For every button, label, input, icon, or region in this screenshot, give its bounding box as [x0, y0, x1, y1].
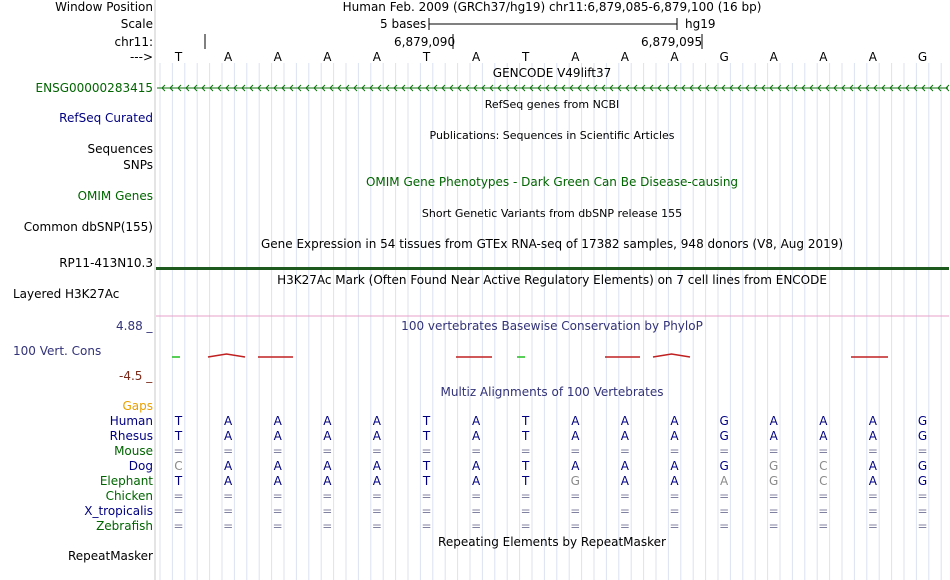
h3k27ac-title[interactable]: H3K27Ac Mark (Often Found Near Active Regulatory Elements) on 7 cell lines from ENCODE	[277, 273, 827, 287]
alignment-base: T	[422, 474, 431, 488]
publications-label-1[interactable]: Sequences	[87, 142, 153, 156]
phylop-mark	[208, 354, 245, 357]
alignment-base: T	[522, 474, 530, 488]
alignment-base: G	[719, 429, 729, 443]
alignment-base: A	[372, 429, 381, 443]
sequence-base: T	[522, 50, 530, 64]
alignment-base: =	[818, 519, 829, 533]
alignment-base: A	[571, 429, 580, 443]
alignment-base: =	[421, 504, 432, 518]
sequence-base: A	[620, 50, 629, 64]
alignment-base: T	[174, 474, 183, 488]
alignment-base: =	[570, 519, 581, 533]
phylop-max-label: 4.88 _	[116, 319, 153, 333]
alignment-base: =	[471, 519, 482, 533]
alignment-base: A	[273, 474, 282, 488]
alignment-base: T	[522, 414, 530, 428]
alignment-base: A	[223, 429, 233, 443]
alignment-base: =	[719, 444, 730, 458]
gencode-gene-label[interactable]: ENSG00000283415	[35, 81, 153, 95]
alignment-base: =	[173, 444, 184, 458]
alignment-base: =	[371, 489, 382, 503]
alignment-base: A	[868, 414, 877, 428]
species-label[interactable]: X_tropicalis	[84, 504, 153, 518]
alignment-base: =	[570, 489, 581, 503]
gaps-label[interactable]: Gaps	[122, 399, 153, 413]
alignment-base: C	[819, 474, 828, 488]
window-position-value: Human Feb. 2009 (GRCh37/hg19) chr11:6,879,085-6,879,100 (16 bp)	[342, 0, 762, 14]
gtex-title[interactable]: Gene Expression in 54 tissues from GTEx RNA-seq of 17382 samples, 948 donors (V8, Aug 2019)	[260, 237, 844, 251]
alignment-base: =	[520, 504, 531, 518]
alignment-base: A	[620, 459, 629, 473]
sequence-base: A	[223, 50, 233, 64]
alignment-base: =	[223, 444, 234, 458]
dbsnp-label[interactable]: Common dbSNP(155)	[23, 220, 153, 234]
scale-label: Scale	[120, 17, 153, 31]
alignment-base: A	[819, 414, 828, 428]
alignment-base: =	[669, 489, 680, 503]
alignment-base: A	[620, 474, 629, 488]
alignment-base: A	[372, 474, 381, 488]
species-label[interactable]: Zebrafish	[96, 519, 153, 533]
alignment-base: =	[619, 489, 630, 503]
alignment-base: A	[223, 414, 233, 428]
alignment-base: A	[620, 414, 629, 428]
alignment-base: =	[669, 504, 680, 518]
strand-label: --->	[129, 50, 153, 64]
alignment-base: G	[917, 459, 928, 473]
alignment-base: =	[917, 489, 928, 503]
species-label[interactable]: Rhesus	[109, 429, 153, 443]
alignment-base: =	[818, 504, 829, 518]
alignment-base: A	[868, 474, 877, 488]
alignment-base: =	[173, 489, 184, 503]
alignment-base: G	[769, 474, 779, 488]
alignment-base: =	[768, 444, 779, 458]
sequence-base: G	[719, 50, 729, 64]
alignment-base: =	[471, 444, 482, 458]
alignment-base: A	[372, 414, 381, 428]
gtex-label[interactable]: RP11-413N10.3	[59, 256, 153, 270]
alignment-base: =	[917, 504, 928, 518]
alignment-base: =	[818, 489, 829, 503]
alignment-base: =	[570, 444, 581, 458]
alignment-base: A	[571, 414, 580, 428]
sequence-base: A	[868, 50, 877, 64]
alignment-base: T	[422, 459, 431, 473]
sequence-base: A	[571, 50, 580, 64]
alignment-base: =	[371, 444, 382, 458]
alignment-base: =	[173, 519, 184, 533]
alignment-base: A	[868, 429, 877, 443]
alignment-base: A	[471, 459, 481, 473]
refseq-title[interactable]: RefSeq genes from NCBI	[484, 98, 620, 111]
repeatmasker-title[interactable]: Repeating Elements by RepeatMasker	[438, 535, 666, 549]
alignment-base: A	[273, 459, 282, 473]
alignment-base: A	[670, 414, 679, 428]
alignment-base: G	[719, 414, 729, 428]
alignment-base: T	[422, 429, 431, 443]
sequence-base: T	[174, 50, 183, 64]
alignment-base: A	[372, 459, 381, 473]
alignment-base: =	[223, 504, 234, 518]
alignment-base: =	[421, 444, 432, 458]
alignment-base: G	[719, 459, 729, 473]
alignment-base: =	[669, 444, 680, 458]
alignment-base: A	[670, 459, 679, 473]
alignment-base: A	[323, 414, 332, 428]
alignment-base: A	[819, 429, 828, 443]
alignment-base: =	[619, 519, 630, 533]
alignment-base: =	[322, 519, 333, 533]
multiz-title[interactable]: Multiz Alignments of 100 Vertebrates	[440, 385, 664, 399]
alignment-base: T	[174, 414, 183, 428]
alignment-base: =	[669, 519, 680, 533]
alignment-base: =	[867, 444, 878, 458]
scale-value: 5 bases	[380, 17, 427, 31]
alignment-base: =	[272, 444, 283, 458]
alignment-base: C	[819, 459, 828, 473]
alignment-base: A	[223, 459, 233, 473]
alignment-base: =	[520, 444, 531, 458]
gencode-title[interactable]: GENCODE V49lift37	[492, 66, 612, 80]
alignment-base: =	[768, 504, 779, 518]
sequence-base: A	[372, 50, 381, 64]
gtex-bar	[156, 267, 949, 270]
alignment-base: =	[917, 519, 928, 533]
sequence-base: G	[917, 50, 928, 64]
omim-title[interactable]: OMIM Gene Phenotypes - Dark Green Can Be Disease-causing	[365, 175, 739, 189]
alignment-base: =	[421, 519, 432, 533]
alignment-base: A	[471, 474, 481, 488]
alignment-base: =	[322, 444, 333, 458]
alignment-base: A	[471, 429, 481, 443]
alignment-base: T	[522, 429, 530, 443]
sequence-base: T	[422, 50, 431, 64]
alignment-base: =	[818, 444, 829, 458]
phylop-label[interactable]: 100 Vert. Cons	[13, 344, 102, 358]
alignment-base: A	[323, 429, 332, 443]
omim-label[interactable]: OMIM Genes	[77, 189, 153, 203]
alignment-base: =	[371, 519, 382, 533]
alignment-base: A	[719, 474, 729, 488]
species-label[interactable]: Elephant	[99, 474, 153, 488]
alignment-base: T	[422, 414, 431, 428]
publications-label-2[interactable]: SNPs	[123, 158, 153, 172]
alignment-base: =	[619, 444, 630, 458]
publications-title[interactable]: Publications: Sequences in Scientific Articles	[429, 129, 675, 142]
window-position-label: Window Position	[55, 0, 153, 14]
alignment-base: =	[322, 489, 333, 503]
alignment-base: A	[571, 459, 580, 473]
alignment-base: A	[868, 459, 877, 473]
alignment-base: A	[471, 414, 481, 428]
assembly-label: hg19	[685, 17, 716, 31]
alignment-base: =	[719, 489, 730, 503]
alignment-base: A	[769, 414, 778, 428]
coord-label-1: 6,879,090	[394, 35, 456, 49]
alignment-base: =	[272, 519, 283, 533]
alignment-base: =	[322, 504, 333, 518]
repeatmasker-label[interactable]: RepeatMasker	[67, 549, 153, 563]
alignment-base: =	[867, 489, 878, 503]
phylop-min-label: -4.5 _	[119, 369, 153, 383]
alignment-base: C	[174, 459, 183, 473]
alignment-base: G	[917, 474, 928, 488]
h3k27ac-label[interactable]: Layered H3K27Ac	[13, 287, 120, 301]
sequence-base: A	[819, 50, 828, 64]
phylop-mark	[653, 354, 690, 357]
alignment-base: =	[719, 519, 730, 533]
alignment-base: A	[273, 414, 282, 428]
alignment-base: A	[323, 474, 332, 488]
species-label[interactable]: Mouse	[114, 444, 153, 458]
alignment-base: T	[522, 459, 530, 473]
alignment-base: A	[273, 429, 282, 443]
alignment-base: A	[670, 474, 679, 488]
alignment-base: G	[917, 429, 928, 443]
alignment-base: A	[323, 459, 332, 473]
alignment-base: =	[223, 489, 234, 503]
alignment-base: G	[570, 474, 580, 488]
alignment-base: A	[670, 429, 679, 443]
alignment-base: =	[272, 504, 283, 518]
species-label[interactable]: Human	[109, 414, 153, 428]
alignment-base: G	[769, 459, 779, 473]
sequence-base: A	[471, 50, 481, 64]
alignment-base: A	[769, 429, 778, 443]
alignment-base: G	[917, 414, 928, 428]
alignment-base: =	[768, 519, 779, 533]
alignment-base: =	[570, 504, 581, 518]
alignment-base: =	[867, 504, 878, 518]
alignment-base: =	[719, 504, 730, 518]
sequence-base: A	[670, 50, 679, 64]
species-label[interactable]: Chicken	[105, 489, 153, 503]
sequence-base: A	[323, 50, 332, 64]
sequence-base: A	[273, 50, 282, 64]
refseq-label[interactable]: RefSeq Curated	[59, 111, 153, 125]
alignment-base: =	[421, 489, 432, 503]
alignment-base: A	[620, 429, 629, 443]
alignment-base: =	[471, 504, 482, 518]
alignment-base: =	[520, 489, 531, 503]
sequence-base: A	[769, 50, 778, 64]
alignment-base: T	[174, 429, 183, 443]
dbsnp-title[interactable]: Short Genetic Variants from dbSNP release 155	[421, 207, 683, 220]
alignment-base: =	[520, 519, 531, 533]
alignment-base: =	[619, 504, 630, 518]
chrom-label[interactable]: chr11:	[114, 35, 153, 49]
alignment-base: =	[173, 504, 184, 518]
alignment-base: =	[223, 519, 234, 533]
alignment-base: A	[223, 474, 233, 488]
phylop-title[interactable]: 100 vertebrates Basewise Conservation by PhyloP	[401, 319, 703, 333]
species-label[interactable]: Dog	[128, 459, 153, 473]
alignment-base: =	[471, 489, 482, 503]
alignment-base: =	[272, 489, 283, 503]
alignment-base: =	[867, 519, 878, 533]
coord-label-2: 6,879,095	[641, 35, 703, 49]
alignment-base: =	[768, 489, 779, 503]
alignment-base: =	[371, 504, 382, 518]
alignment-base: =	[917, 444, 928, 458]
